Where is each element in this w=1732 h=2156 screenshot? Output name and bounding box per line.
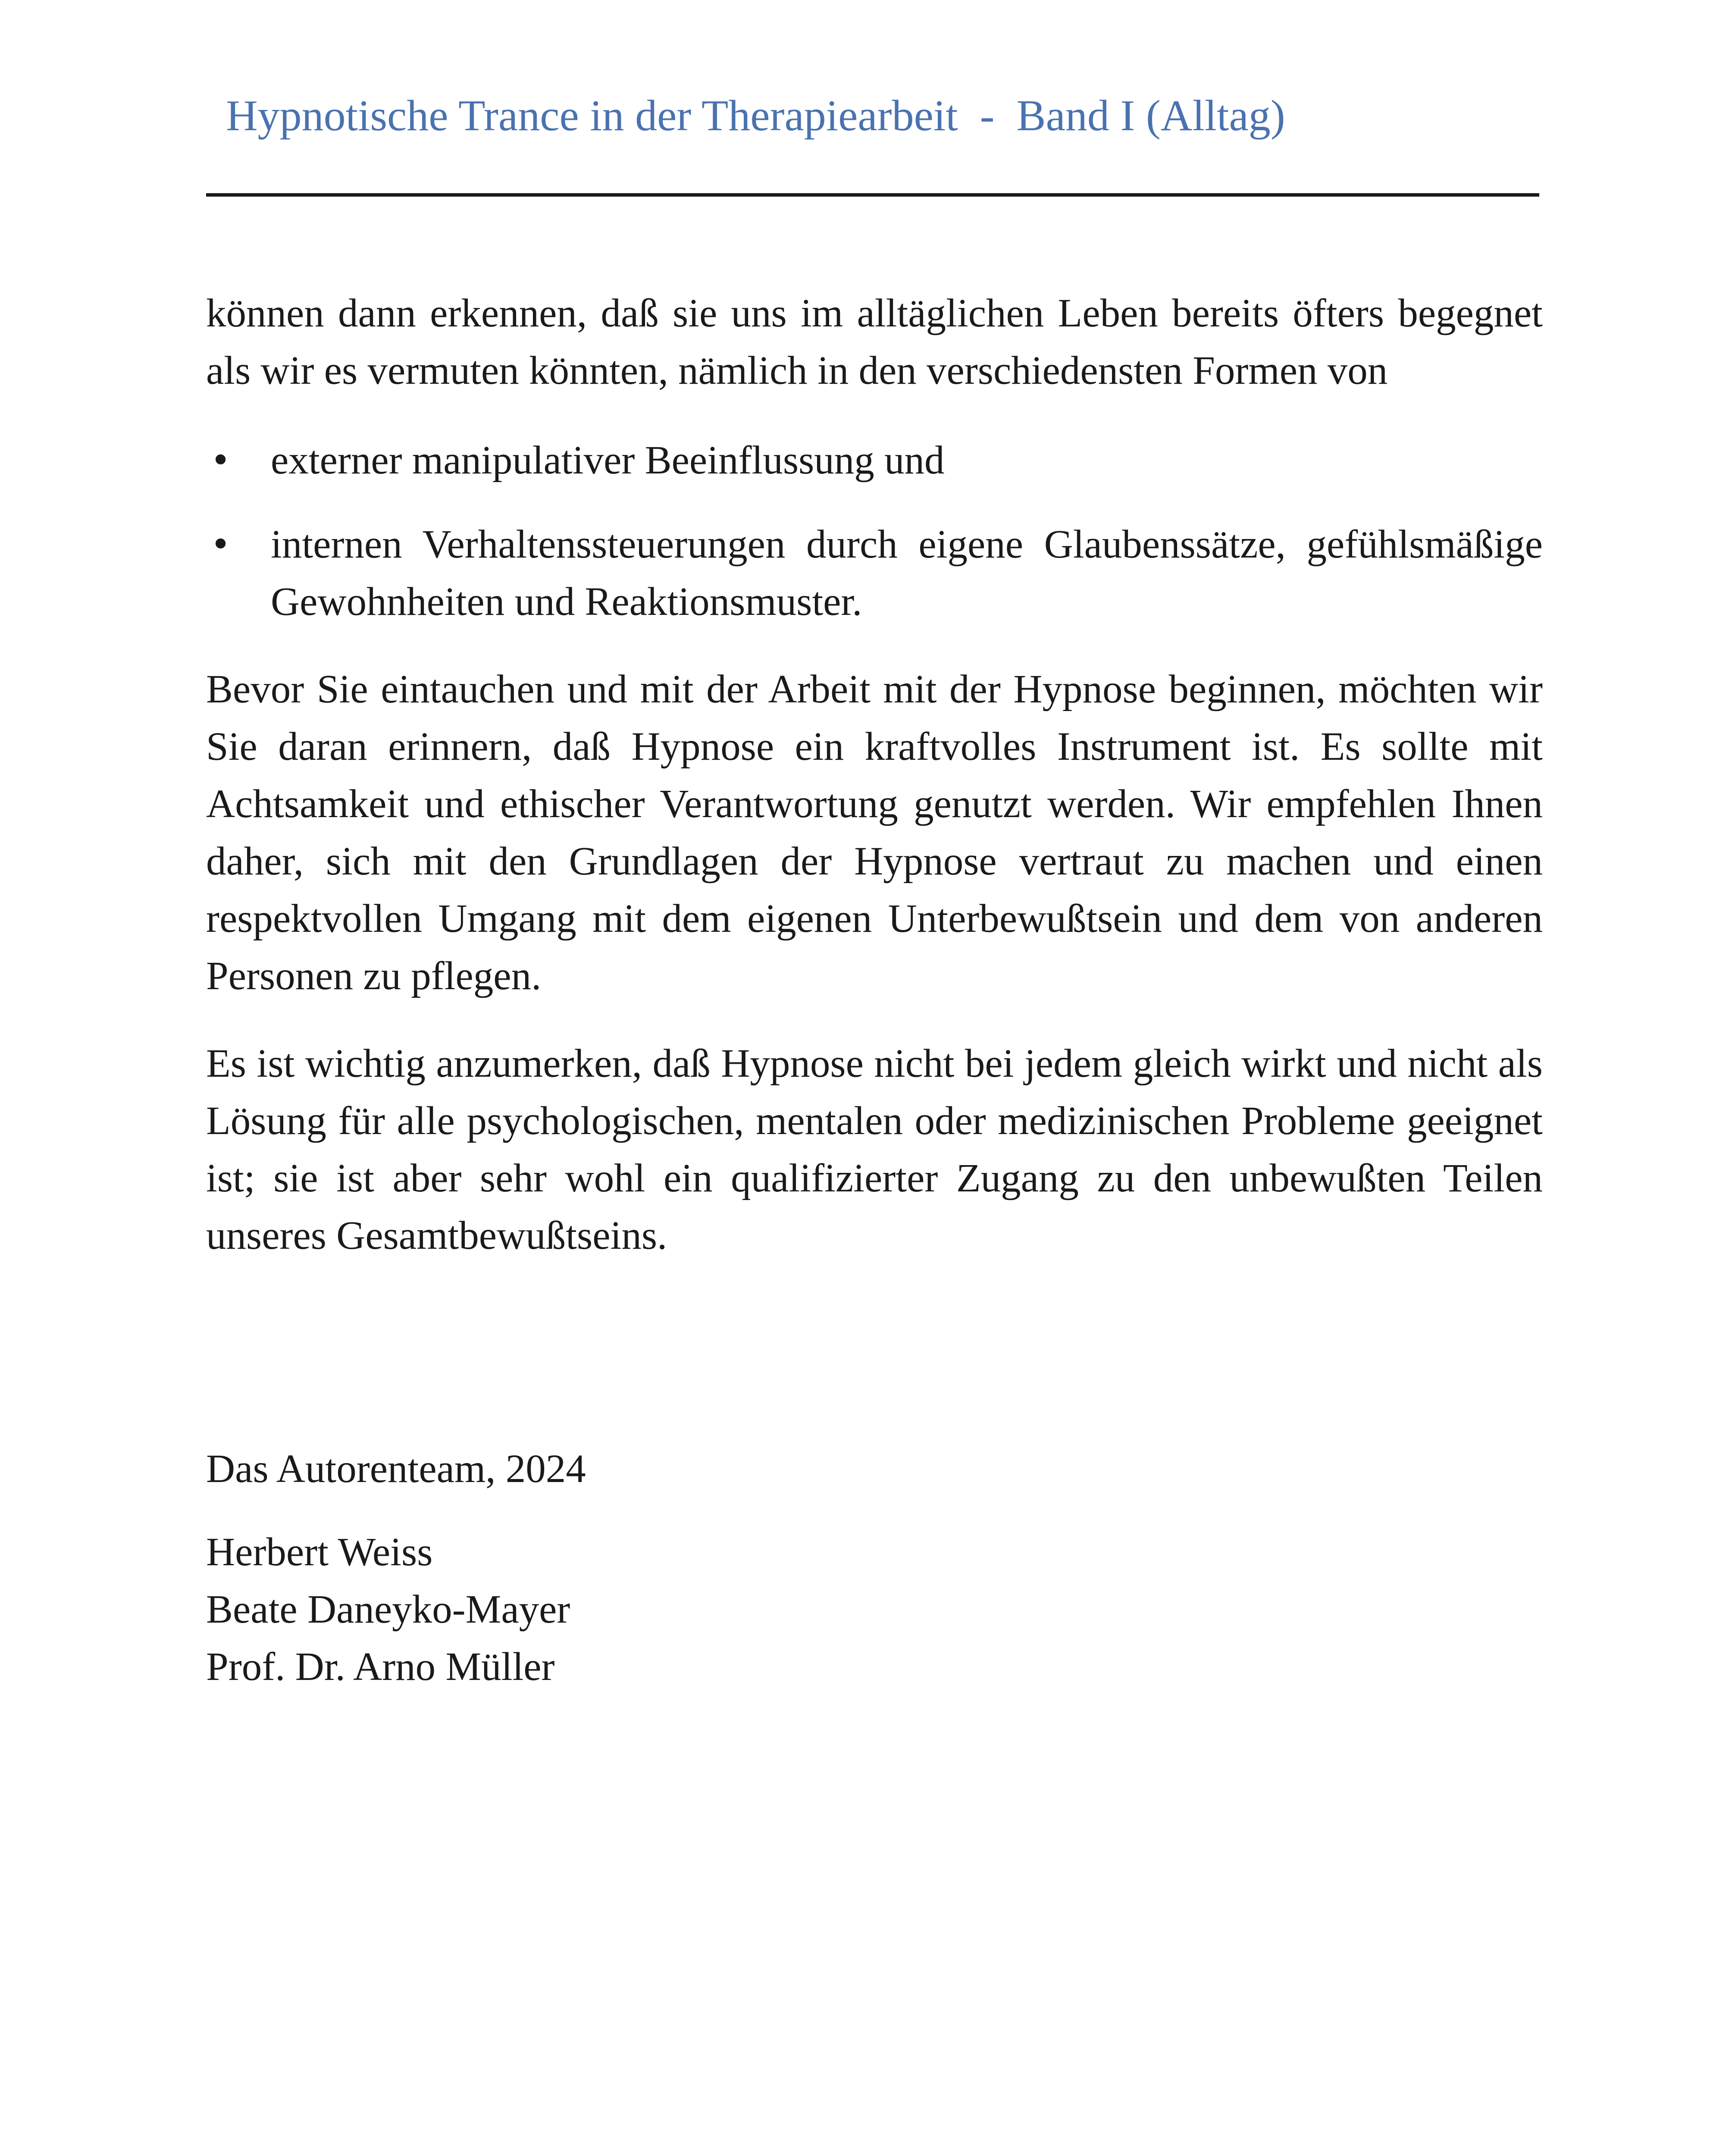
author-name: Beate Daneyko-Mayer	[206, 1587, 570, 1632]
running-header: Hypnotische Trance in der Therapiearbeit - Band I (Alltag)	[226, 91, 1285, 140]
intro-paragraph: können dann erkennen, daß sie uns im alltäglichen Leben bereits öfters begegnet als wir es vermuten könnten, nämlich in den verschiedensten Formen von	[206, 291, 1543, 393]
bullet-icon: •	[210, 440, 231, 480]
bullet-list	[206, 432, 1543, 630]
signature-block	[206, 1440, 586, 1695]
author-name: Prof. Dr. Arno Müller	[206, 1645, 555, 1689]
signature-team: Das Autorenteam, 2024	[206, 1447, 586, 1491]
list-item	[206, 432, 1543, 489]
author-name: Herbert Weiss	[206, 1530, 433, 1574]
bullet-icon: •	[210, 524, 231, 564]
list-item	[206, 516, 1543, 630]
list-item-text: externer manipulativer Beeinflussung und	[271, 438, 945, 483]
header-rule	[206, 193, 1539, 197]
list-item-text: internen Verhaltenssteuerungen durch eigene Glaubenssätze, gefühlsmäßige Gewohnheiten und Reaktionsmuster.	[271, 522, 1543, 624]
paragraph-responsibility: Bevor Sie eintauchen und mit der Arbeit mit der Hypnose beginnen, möchten wir Sie daran erinnern, daß Hypnose ein kraftvolles Instrument ist. Es sollte mit Achtsamkeit und ethischer Verantwortung genutzt werden. Wir empfehlen Ihnen daher, sich mit den Grundlagen der Hypnose vertraut zu machen und einen respektvollen Umgang mit dem eigenen Unterbewußtsein und dem von anderen Personen zu pflegen.	[206, 667, 1543, 998]
body-text	[206, 285, 1543, 1294]
paragraph-limitations: Es ist wichtig anzumerken, daß Hypnose nicht bei jedem gleich wirkt und nicht als Lösung für alle psychologischen, mentalen oder medizinischen Probleme geeignet ist; sie ist aber sehr wohl ein qualifizierter Zugang zu den unbewußten Teilen unseres Gesamtbewußtseins.	[206, 1041, 1543, 1258]
